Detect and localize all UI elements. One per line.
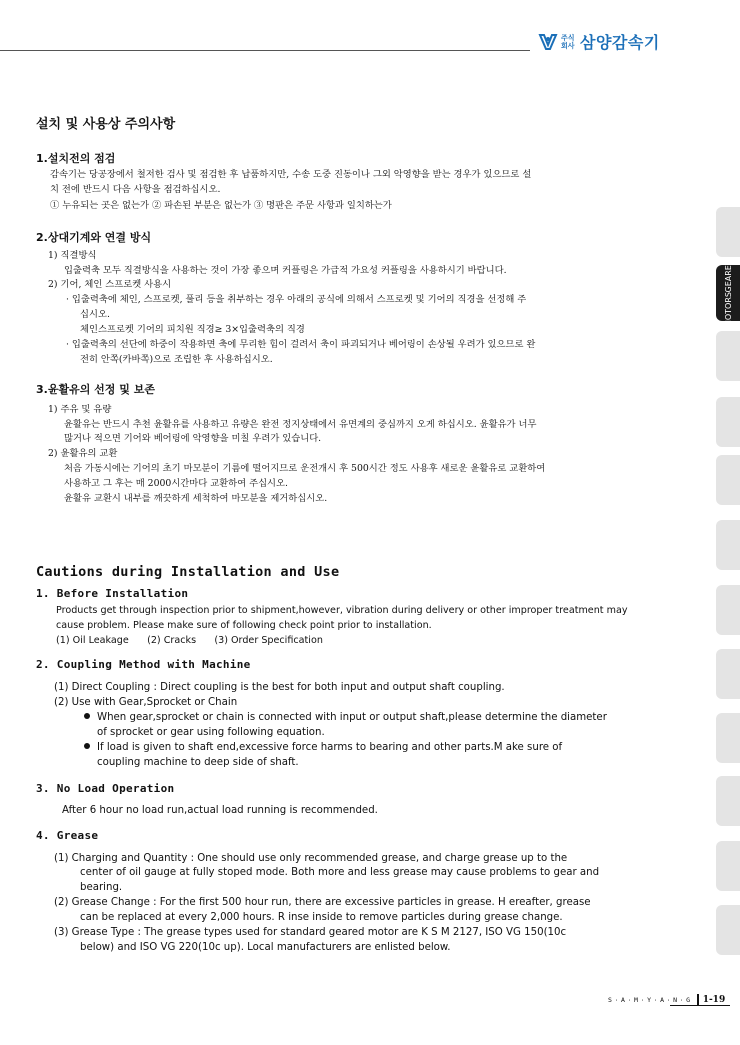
english-text: of sprocket or gear using following equation. bbox=[97, 727, 325, 738]
logo-company-name: 삼양감속기 bbox=[580, 33, 660, 52]
korean-text: 1) 주유 및 유량 bbox=[48, 404, 112, 415]
side-tab-label: MOTORS bbox=[723, 292, 733, 328]
english-text: bearing. bbox=[80, 882, 123, 893]
side-tab[interactable] bbox=[716, 585, 740, 635]
side-tab[interactable] bbox=[716, 776, 740, 826]
gear-logo-icon bbox=[538, 33, 558, 51]
english-text: coupling machine to deep side of shaft. bbox=[97, 757, 299, 768]
korean-text: 많거나 적으면 기어와 베어링에 악영향을 미칠 우려가 있습니다. bbox=[64, 433, 322, 444]
english-heading-1: 1. Before Installation bbox=[36, 587, 189, 600]
english-text: (1) Direct Coupling : Direct coupling is the best for both input and output shaft coupling. bbox=[54, 682, 505, 693]
company-logo bbox=[538, 30, 660, 53]
side-tab[interactable] bbox=[716, 520, 740, 570]
korean-text: 십시오. bbox=[80, 309, 110, 320]
korean-text: 윤활유는 반드시 추천 윤활유를 사용하고 유량은 완전 정지상태에서 유면계의 중심까지 오게 하십시오. 윤활유가 너무 bbox=[64, 419, 537, 430]
side-tab-label: GEARED bbox=[723, 258, 733, 293]
footer-rule bbox=[670, 1005, 730, 1006]
english-text: below) and ISO VG 220(10c up). Local manufacturers are enlisted below. bbox=[80, 942, 451, 953]
side-tab[interactable] bbox=[716, 713, 740, 763]
english-text: (3) Grease Type : The grease types used for standard geared motor are K S M 2127, ISO VG 150(10c bbox=[54, 927, 567, 938]
korean-heading-3: 3.윤활유의 선정 및 보존 bbox=[36, 383, 155, 396]
english-text: center of oil gauge at fully stoped mode. Both more and less grease may cause problems to gear and bbox=[80, 867, 600, 878]
english-text: (2) Grease Change : For the first 500 hour run, there are excessive particles in grease. H ereafter, grease bbox=[54, 897, 591, 908]
korean-text: 사용하고 그 후는 매 2000시간마다 교환하여 주십시오. bbox=[64, 478, 288, 489]
english-text: can be replaced at every 2,000 hours. R inse inside to remove particles during grease change. bbox=[80, 912, 563, 923]
english-title: Cautions during Installation and Use bbox=[36, 564, 340, 580]
page-number: 1-19 bbox=[702, 995, 726, 1005]
english-heading-4: 4. Grease bbox=[36, 829, 99, 842]
english-heading-2: 2. Coupling Method with Machine bbox=[36, 658, 251, 671]
korean-heading-1: 1.설치전의 점검 bbox=[36, 152, 116, 165]
korean-text: 2) 기어, 체인 스프로켓 사용시 bbox=[48, 279, 172, 290]
bullet-icon bbox=[84, 713, 90, 719]
bullet-icon bbox=[84, 743, 90, 749]
korean-text: 치 전에 반드시 다음 사항을 점검하십시오. bbox=[50, 184, 221, 195]
english-text: Products get through inspection prior to shipment,however, vibration during delivery or other improper treatment may bbox=[56, 605, 628, 616]
english-text: cause problem. Please make sure of following check point prior to installation. bbox=[56, 620, 432, 631]
korean-text: 감속기는 당공장에서 철저한 검사 및 점검한 후 납품하지만, 수송 도중 진동이나 그외 악영향을 받는 경우가 있으므로 설 bbox=[50, 169, 532, 180]
english-text: If load is given to shaft end,excessive force harms to bearing and other parts.M ake sure of bbox=[97, 742, 563, 753]
english-text: (1) Oil Leakage (2) Cracks (3) Order Specification bbox=[56, 635, 323, 646]
korean-text: 1) 직결방식 bbox=[48, 250, 97, 261]
side-tab-geared-motors[interactable] bbox=[716, 258, 740, 328]
logo-company-type: 주식 회사 bbox=[561, 33, 575, 50]
korean-text: 윤활유 교환시 내부를 깨끗하게 세척하여 마모분을 제거하십시오. bbox=[64, 493, 328, 504]
korean-text: 2) 윤활유의 교환 bbox=[48, 448, 118, 459]
side-tab[interactable] bbox=[716, 905, 740, 955]
english-heading-3: 3. No Load Operation bbox=[36, 782, 175, 795]
korean-text: 입출력축 모두 직결방식을 사용하는 것이 가장 좋으며 커플링은 가급적 가요성 커플링을 사용하시기 바랍니다. bbox=[64, 265, 507, 276]
side-tab[interactable] bbox=[716, 455, 740, 505]
korean-text: 처음 가동시에는 기어의 초기 마모분이 기름에 떨어지므로 운전개시 후 500시간 정도 사용후 새로운 윤활유로 교환하여 bbox=[64, 463, 546, 474]
side-tab[interactable] bbox=[716, 331, 740, 381]
korean-text: ① 누유되는 곳은 없는가 ② 파손된 부분은 없는가 ③ 명판은 주문 사항과 일치하는가 bbox=[50, 200, 392, 211]
side-tab[interactable] bbox=[716, 397, 740, 447]
korean-text: 체인스프로켓 기어의 피치원 직경≥ 3×입출력축의 직경 bbox=[80, 324, 305, 335]
side-tab[interactable] bbox=[716, 649, 740, 699]
english-text: When gear,sprocket or chain is connected with input or output shaft,please determine the diameter bbox=[97, 712, 607, 723]
english-text: After 6 hour no load run,actual load running is recommended. bbox=[62, 805, 378, 816]
english-text: (1) Charging and Quantity : One should use only recommended grease, and charge grease up to the bbox=[54, 853, 568, 864]
english-text: (2) Use with Gear,Sprocket or Chain bbox=[54, 697, 238, 708]
korean-text: · 입출력축의 선단에 하중이 작용하면 축에 무리한 힘이 걸려서 축이 파괴되거나 베어링이 손상될 우려가 있으므로 완 bbox=[66, 339, 536, 350]
korean-text: · 입출력축에 체인, 스프로켓, 풀리 등을 취부하는 경우 아래의 공식에 의해서 스프로켓 및 기어의 직경을 선정해 주 bbox=[66, 294, 527, 305]
header-rule bbox=[0, 50, 530, 51]
footer-brand: S·A·M·Y·A·N·G bbox=[608, 996, 693, 1004]
side-tab[interactable] bbox=[716, 841, 740, 891]
korean-title: 설치 및 사용상 주의사항 bbox=[36, 117, 176, 132]
side-tab[interactable] bbox=[716, 207, 740, 257]
korean-heading-2: 2.상대기계와 연결 방식 bbox=[36, 231, 152, 244]
korean-text: 전히 안쪽(카바쪽)으로 조립한 후 사용하십시오. bbox=[80, 354, 273, 365]
